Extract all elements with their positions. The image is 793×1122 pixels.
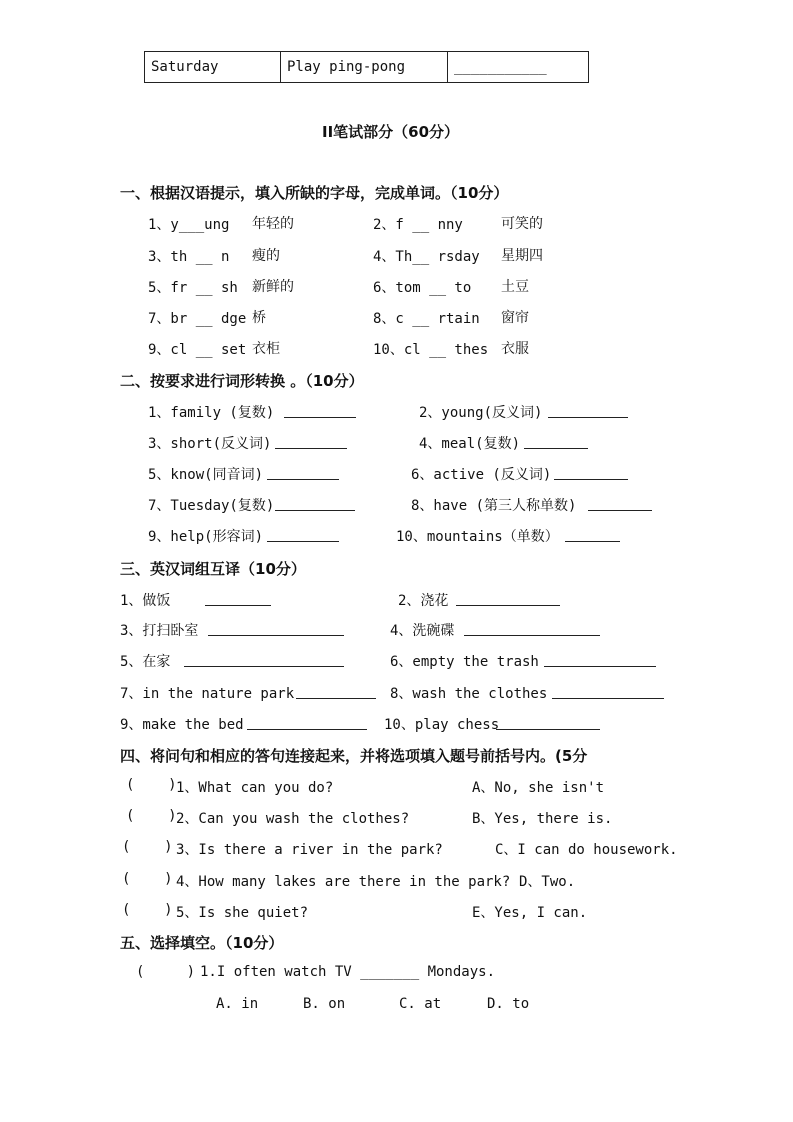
answer-blank[interactable] (247, 729, 367, 730)
transform-item: 8、have (第三人称单数) (411, 498, 577, 514)
transform-item: 5、know(同音词) (148, 467, 264, 483)
answer-blank[interactable] (205, 605, 271, 606)
phrase-item: 2、浇花 (398, 593, 449, 609)
page-title: II笔试部分（60分） (322, 123, 460, 141)
answer-blank[interactable] (275, 510, 355, 511)
answer-option: A、No, she isn't (472, 780, 605, 796)
answer-option: C、I can do housework. (495, 842, 678, 858)
fill-in-item: 10、cl __ thes (373, 342, 489, 358)
chinese-hint: 星期四 (501, 248, 543, 264)
answer-blank[interactable] (548, 417, 628, 418)
answer-paren: ( ) (126, 808, 177, 824)
answer-blank[interactable] (554, 479, 628, 480)
chinese-hint: 瘦的 (252, 248, 280, 264)
answer-option: B、Yes, there is. (472, 811, 613, 827)
section1-heading: 一、根据汉语提示，填入所缺的字母，完成单词。（10分） (120, 184, 509, 202)
phrase-item: 7、in the nature park (120, 686, 295, 702)
answer-blank[interactable] (284, 417, 356, 418)
answer-option: D、Two. (519, 874, 576, 890)
choice-option: D. to (487, 996, 530, 1012)
transform-item: 7、Tuesday(复数) (148, 498, 275, 514)
answer-blank[interactable] (267, 479, 339, 480)
phrase-item: 10、play chess (384, 717, 500, 733)
answer-blank[interactable] (565, 541, 620, 542)
table-cell-activity: Play ping-pong (281, 52, 448, 83)
transform-item: 10、mountains（单数） (396, 529, 559, 545)
phrase-item: 6、empty the trash (390, 654, 539, 670)
fill-in-item: 9、cl __ set (148, 342, 247, 358)
answer-blank[interactable] (184, 666, 344, 667)
phrase-item: 4、洗碗碟 (390, 623, 455, 639)
section3-heading: 三、英汉词组互译（10分） (120, 560, 306, 578)
phrase-item: 5、在家 (120, 654, 171, 670)
fill-in-item: 2、f __ nny (373, 217, 463, 233)
answer-blank[interactable] (208, 635, 344, 636)
answer-paren: ( ) (136, 964, 196, 980)
chinese-hint: 窗帘 (501, 310, 529, 326)
chinese-hint: 土豆 (501, 279, 529, 295)
schedule-table (144, 51, 589, 83)
transform-item: 3、short(反义词) (148, 436, 272, 452)
transform-item: 9、help(形容词) (148, 529, 264, 545)
chinese-hint: 桥 (252, 310, 266, 326)
answer-option: E、Yes, I can. (472, 905, 588, 921)
chinese-hint: 新鲜的 (252, 279, 294, 295)
section2-heading: 二、按要求进行词形转换 。（10分） (120, 372, 364, 390)
answer-blank[interactable] (275, 448, 347, 449)
question-item: 1、What can you do? (176, 780, 334, 796)
answer-blank[interactable] (496, 729, 600, 730)
answer-blank[interactable] (588, 510, 652, 511)
answer-paren: ( ) (126, 777, 177, 793)
question-item: 2、Can you wash the clothes? (176, 811, 410, 827)
table-cell-blank: ___________ (448, 52, 589, 83)
choice-option: B. on (303, 996, 346, 1012)
chinese-hint: 衣柜 (252, 341, 280, 357)
answer-blank[interactable] (456, 605, 560, 606)
phrase-item: 1、做饭 (120, 593, 171, 609)
answer-blank[interactable] (544, 666, 656, 667)
choice-option: C. at (399, 996, 442, 1012)
fill-in-item: 5、fr __ sh (148, 280, 238, 296)
answer-paren: ( ) (122, 902, 173, 918)
choice-option: A. in (216, 996, 259, 1012)
chinese-hint: 年轻的 (252, 216, 294, 232)
question-item: 3、Is there a river in the park? (176, 842, 443, 858)
table-cell-day: Saturday (145, 52, 281, 83)
transform-item: 6、active (反义词) (411, 467, 552, 483)
fill-in-item: 1、y___ung (148, 217, 230, 233)
chinese-hint: 衣服 (501, 341, 529, 357)
answer-blank[interactable] (464, 635, 600, 636)
chinese-hint: 可笑的 (501, 216, 543, 232)
phrase-item: 9、make the bed (120, 717, 244, 733)
fill-in-item: 4、Th__ rsday (373, 249, 480, 265)
question-item: 5、Is she quiet? (176, 905, 309, 921)
table-row (145, 52, 589, 83)
fill-in-item: 6、tom __ to (373, 280, 472, 296)
section4-heading: 四、将问句和相应的答句连接起来，并将选项填入题号前括号内。(5分 (120, 747, 588, 765)
phrase-item: 3、打扫卧室 (120, 623, 199, 639)
answer-blank[interactable] (296, 698, 376, 699)
fill-in-item: 8、c __ rtain (373, 311, 480, 327)
fill-in-item: 3、th __ n (148, 249, 230, 265)
fill-in-item: 7、br __ dge (148, 311, 247, 327)
question-item: 4、How many lakes are there in the park? (176, 874, 511, 890)
answer-paren: ( ) (122, 871, 173, 887)
question-text: 1.I often watch TV _______ Mondays. (200, 964, 496, 980)
phrase-item: 8、wash the clothes (390, 686, 548, 702)
answer-blank[interactable] (524, 448, 588, 449)
transform-item: 4、meal(复数) (419, 436, 521, 452)
transform-item: 1、family (复数) (148, 405, 275, 421)
answer-blank[interactable] (552, 698, 664, 699)
section5-heading: 五、选择填空。（10分） (120, 934, 284, 952)
transform-item: 2、young(反义词) (419, 405, 543, 421)
answer-blank[interactable] (267, 541, 339, 542)
answer-paren: ( ) (122, 839, 173, 855)
